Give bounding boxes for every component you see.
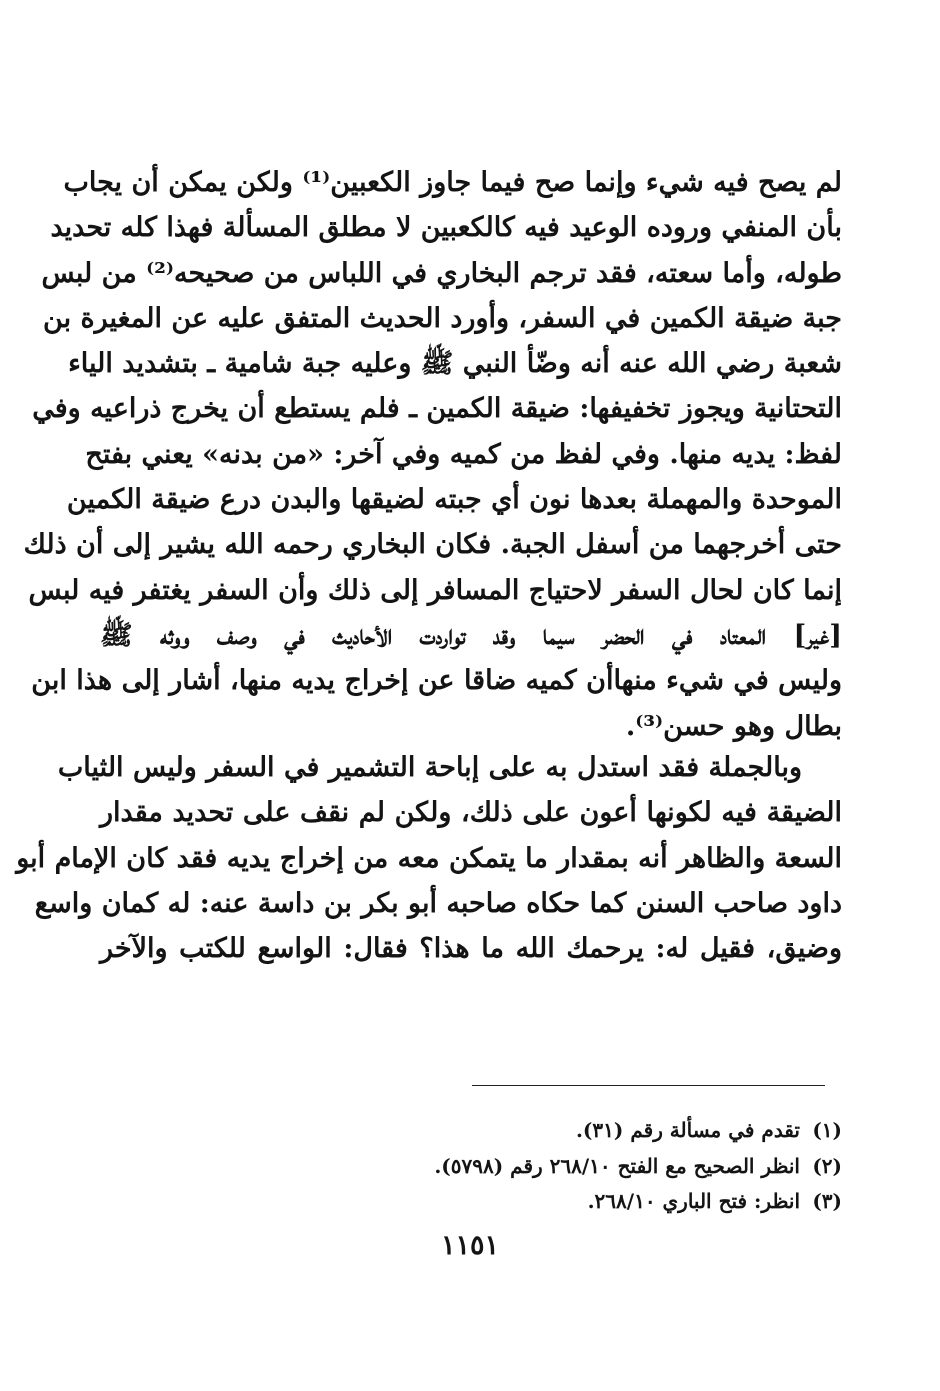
text-line: جبة ضيقة الكمين في السفر، وأورد الحديث المتفق عليه عن المغيرة بن — [43, 302, 842, 334]
footnote-number: (٣) — [812, 1189, 842, 1213]
text-line: وليس في شيء منهاأن كميه ضاقا عن إخراج يديه منها، أشار إلى هذا ابن — [31, 665, 842, 697]
text-line: بأن المنفي وروده الوعيد فيه كالكعبين لا مطلق المسألة فهذا كله تحديد — [50, 212, 842, 244]
text-line: السعة والظاهر أنه بمقدار ما يتمكن معه من إخراج يديه فقد كان الإمام أبو — [16, 842, 842, 874]
text-line: لم يصح فيه شيء وإنما صح فيما جاوز الكعبين⁽¹⁾ ولكن يمكن أن يجاب — [63, 167, 842, 198]
footnote-text: انظر الصحيح مع الفتح ٢٦٨/١٠ رقم (٥٧٩٨). — [434, 1153, 800, 1178]
text-line: [غير] المعتاد في الحضر سيما وقد تواردت الأحاديث في وصف ووثه ﷺ — [100, 619, 842, 651]
footnote-number: (٢) — [812, 1153, 842, 1178]
text-line: شعبة رضي الله عنه أنه وضّأ النبي ﷺ وعليه جبة شامية ـ بتشديد الياء — [68, 348, 842, 380]
footnote-separator — [472, 1085, 825, 1086]
text-line: بطال وهو حسن⁽³⁾. — [625, 710, 842, 742]
paragraph-1 — [23, 160, 842, 749]
paragraph-2 — [16, 745, 842, 971]
footnotes — [300, 1113, 842, 1220]
page-number: ١١٥١ — [440, 1230, 499, 1261]
text-line: وضيق، فقيل له: يرحمك الله ما هذا؟ فقال: الواسع للكتب والآخر — [100, 933, 842, 965]
text-line: الضيقة فيه لكونها أعون على ذلك، ولكن لم نقف على تحديد مقدار — [100, 797, 842, 829]
footnote-item — [300, 1149, 842, 1185]
text-line: الموحدة والمهملة بعدها نون أي جبته لضيقها والبدن درع ضيقة الكمين — [66, 484, 842, 516]
text-line: لفظ: يديه منها. وفي لفظ من كميه وفي آخر: «من بدنه» يعني بفتح — [85, 438, 842, 470]
footnote-item — [300, 1113, 842, 1149]
text-line: التحتانية ويجوز تخفيفها: ضيقة الكمين ـ فلم يستطع أن يخرج ذراعيه وفي — [32, 393, 842, 425]
footnote-text: انظر: فتح الباري ٢٦٨/١٠. — [587, 1189, 800, 1213]
footnote-number: (١) — [812, 1118, 842, 1142]
text-line: إنما كان لحال السفر لاحتياج المسافر إلى ذلك وأن السفر يغتفر فيه لبس — [28, 574, 842, 606]
footnote-text: تقدم في مسألة رقم (٣١). — [575, 1118, 800, 1142]
text-line: داود صاحب السنن كما حكاه صاحبه أبو بكر بن داسة عنه: له كمان واسع — [34, 887, 842, 919]
text-line: وبالجملة فقد استدل به على إباحة التشمير في السفر وليس الثياب — [57, 752, 802, 783]
text-line: حتى أخرجهما من أسفل الجبة. فكان البخاري رحمه الله يشير إلى أن ذلك — [23, 529, 842, 561]
footnote-item — [300, 1184, 842, 1220]
text-line: طوله، وأما سعته، فقد ترجم البخاري في اللباس من صحيحه⁽²⁾ من لبس — [41, 257, 842, 289]
